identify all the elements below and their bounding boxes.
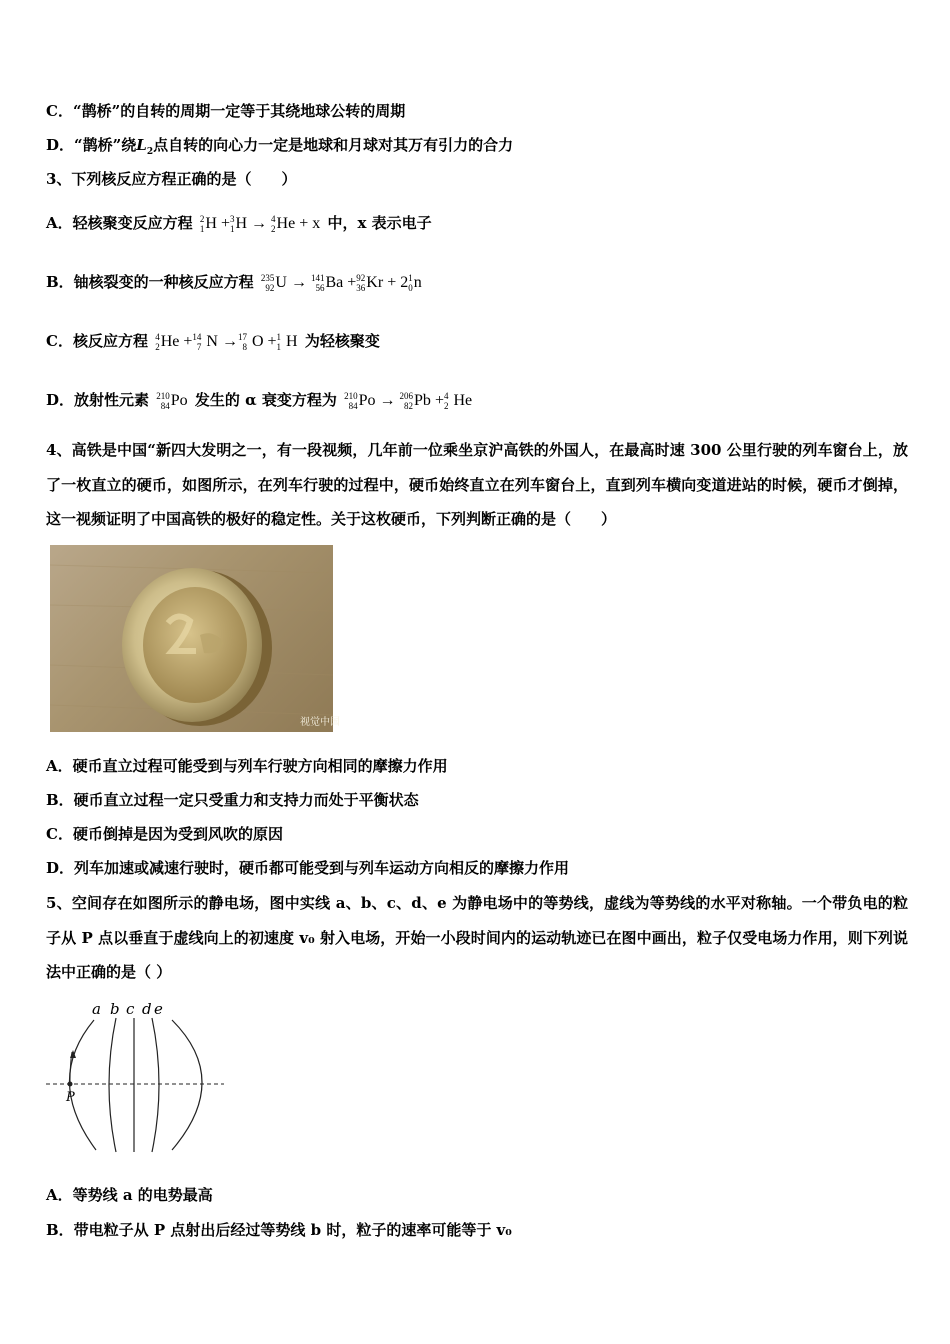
fusion-formula: 2 1 H + 3 1 H → 4 2 He + x <box>199 214 321 235</box>
question-4: 4、高铁是中国“新四大发明之一，有一段视频，几年前一位乘坐京沪高铁的外国人，在最高时速 300 公里行驶的列车窗台上，放了一枚直立的硬币，如图所示，在列车行驶的过程中，硬币始终直立在列车窗台上，直到列车横向变道进站的时候，硬币才倒掉，这一视频证明了中国高铁的极好的稳定性。关于这枚硬币，下列判断正确的是（ ） <box>46 441 908 528</box>
equipotential-figure <box>44 1000 234 1160</box>
option-4b: B．硬币直立过程一定只受重力和支持力而处于平衡状态 <box>46 791 419 809</box>
option-4c: C．硬币倒掉是因为受到风吹的原因 <box>46 825 283 843</box>
label-a: a <box>92 1000 101 1018</box>
option-d-previous: D．“鹊桥”绕$L_2$点自转的向心力一定是地球和月球对其万有引力的合力 <box>46 136 514 157</box>
option-3c: C．核反应方程 4 2 He + 14 7 N → 17 8 O + 1 1 H 为轻核聚变 <box>46 332 380 353</box>
fission-formula: 235 92 U → 141 56 Ba + 92 36 Kr + 2 1 0 n <box>260 273 422 294</box>
option-4a: A．硬币直立过程可能受到与列车行驶方向相同的摩擦力作用 <box>46 757 448 775</box>
reaction-formula: 4 2 He + 14 7 N → 17 8 O + 1 1 H <box>155 332 298 353</box>
option-c-previous: C．“鹊桥”的自转的周期一定等于其绕地球公转的周期 <box>46 102 406 120</box>
option-4d: D．列车加速或减速行驶时，硬币都可能受到与列车运动方向相反的摩擦力作用 <box>46 859 570 877</box>
option-5a: A．等势线 a 的电势最高 <box>46 1186 213 1204</box>
question-5: 5、空间存在如图所示的静电场，图中实线 a、b、c、d、e 为静电场中的等势线，虚线为等势线的水平对称轴。一个带负电的粒子从 P 点以垂直于虚线向上的初速度 v₀ 射入电场，开始一小段时间内的运动轨迹已在图中画出，粒子仅受电场力作用，则下列说法中正确的是（ ） <box>46 894 908 981</box>
label-b: b <box>110 1000 120 1018</box>
question-3: 3、下列核反应方程正确的是（ ） <box>46 170 297 188</box>
option-5b: B．带电粒子从 P 点射出后经过等势线 b 时，粒子的速率可能等于 v₀ <box>46 1221 512 1239</box>
photo-watermark: 视觉中国 <box>300 717 340 728</box>
alpha-decay-formula: 210 84 Po → 206 82 Pb + 4 2 He <box>344 391 473 412</box>
label-e: e <box>154 1000 163 1018</box>
coin-photo <box>50 545 340 732</box>
label-d: d <box>142 1000 152 1018</box>
option-3b: B．铀核裂变的一种核反应方程 235 92 U → 141 56 Ba + 92 36 Kr + 2 1 0 n <box>46 273 422 294</box>
label-p: P <box>66 1090 75 1105</box>
option-3a: A．轻核聚变反应方程 2 1 H + 3 1 H → 4 2 He + x 中，x 表示电子 <box>46 214 432 235</box>
label-c: c <box>126 1000 135 1018</box>
option-3d: D．放射性元素 210 84 Po 发生的 α 衰变方程为 210 84 Po → 206 82 Pb + 4 2 He <box>46 391 473 412</box>
